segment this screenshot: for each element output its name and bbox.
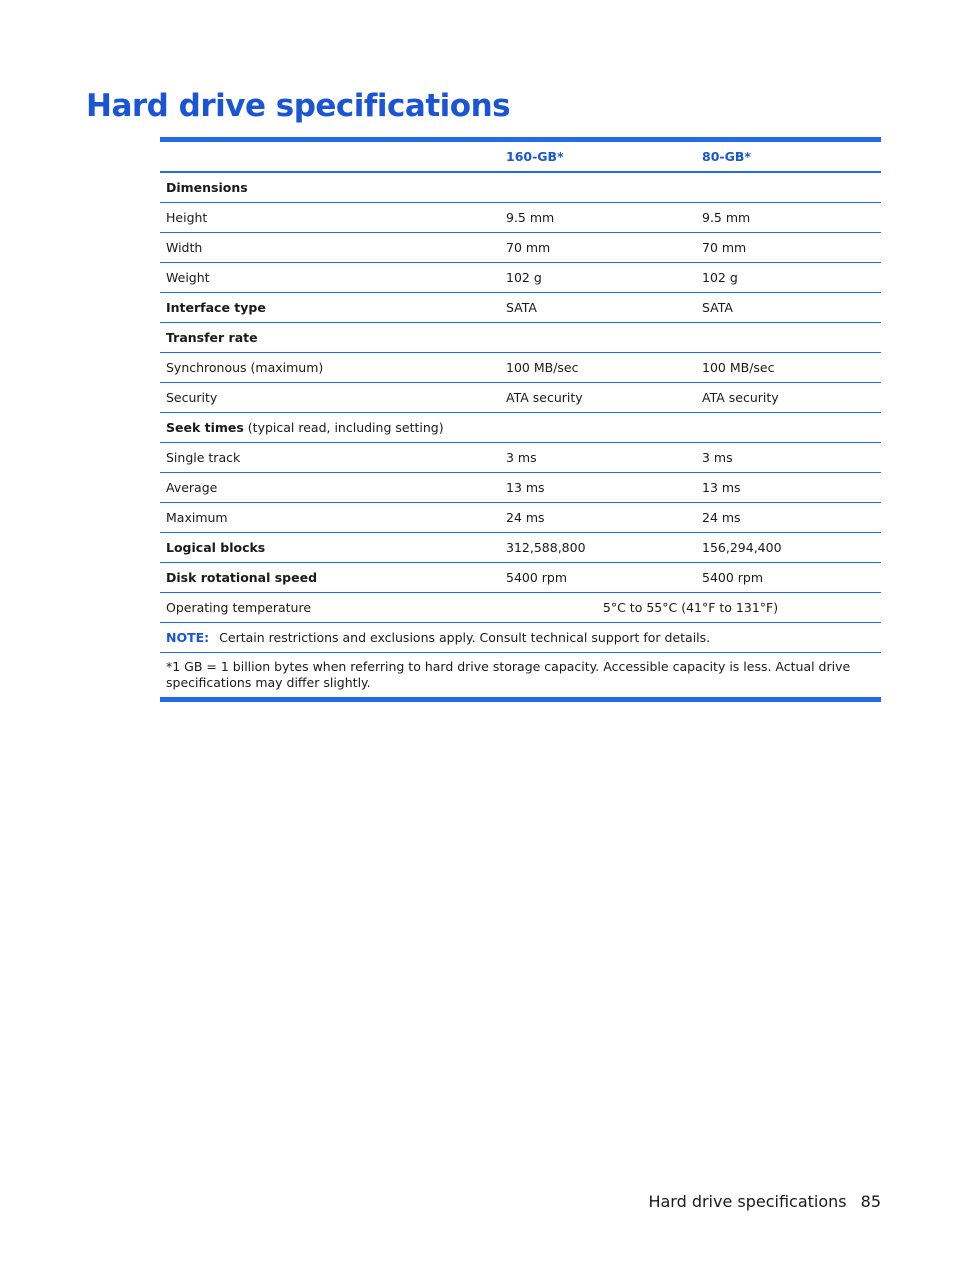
row-label-cell xyxy=(160,233,500,263)
row-label: Seek times xyxy=(166,420,244,435)
table-row xyxy=(160,503,881,533)
note-cell xyxy=(160,623,881,653)
table-row xyxy=(160,593,881,623)
value-160gb xyxy=(500,172,696,203)
row-label-cell xyxy=(160,533,500,563)
value-80gb: SATA xyxy=(696,293,881,323)
value-80gb xyxy=(696,323,881,353)
value-80gb: 5400 rpm xyxy=(696,563,881,593)
row-label-cell xyxy=(160,443,500,473)
value-160gb xyxy=(500,413,696,443)
row-label-cell xyxy=(160,203,500,233)
table-row xyxy=(160,563,881,593)
row-label: Operating temperature xyxy=(160,593,500,623)
table-row xyxy=(160,533,881,563)
value-80gb: 102 g xyxy=(696,263,881,293)
table-row xyxy=(160,172,881,203)
row-label: Single track xyxy=(166,450,241,465)
table-row xyxy=(160,443,881,473)
row-label: Disk rotational speed xyxy=(166,570,318,585)
page-number: 85 xyxy=(860,1192,881,1211)
table-row xyxy=(160,233,881,263)
header-160gb: 160-GB* xyxy=(500,140,696,173)
value-160gb: 24 ms xyxy=(500,503,696,533)
table-row xyxy=(160,353,881,383)
header-empty xyxy=(160,140,500,173)
table-row xyxy=(160,293,881,323)
row-label-cell xyxy=(160,263,500,293)
value-160gb: 5400 rpm xyxy=(500,563,696,593)
row-label-suffix: (typical read, including setting) xyxy=(243,420,444,435)
value-160gb: 9.5 mm xyxy=(500,203,696,233)
table-row xyxy=(160,473,881,503)
value-80gb: 9.5 mm xyxy=(696,203,881,233)
value-80gb xyxy=(696,413,881,443)
header-80gb: 80-GB* xyxy=(696,140,881,173)
value-80gb: 70 mm xyxy=(696,233,881,263)
hard-drive-spec-table xyxy=(160,137,881,702)
value-160gb: ATA security xyxy=(500,383,696,413)
row-label-cell xyxy=(160,353,500,383)
footnote-row xyxy=(160,653,881,700)
page-title: Hard drive specifications xyxy=(86,88,511,124)
value-80gb: 24 ms xyxy=(696,503,881,533)
row-label: Height xyxy=(166,210,208,225)
table-body xyxy=(160,172,881,700)
row-label-cell xyxy=(160,413,500,443)
table-header-row xyxy=(160,140,881,173)
table-row xyxy=(160,323,881,353)
row-label-cell xyxy=(160,172,500,203)
row-label-cell xyxy=(160,323,500,353)
row-label-cell xyxy=(160,563,500,593)
table-row xyxy=(160,263,881,293)
value-80gb: 13 ms xyxy=(696,473,881,503)
row-label: Logical blocks xyxy=(166,540,266,555)
value-80gb xyxy=(696,172,881,203)
row-label: Interface type xyxy=(166,300,266,315)
row-label: Average xyxy=(166,480,218,495)
value-80gb: 3 ms xyxy=(696,443,881,473)
row-label-cell xyxy=(160,383,500,413)
value-160gb: 3 ms xyxy=(500,443,696,473)
value-160gb: 102 g xyxy=(500,263,696,293)
value-160gb xyxy=(500,323,696,353)
value-80gb: 156,294,400 xyxy=(696,533,881,563)
footnote-text: *1 GB = 1 billion bytes when referring to hard drive storage capacity. Accessible capacity is less. Actual drive specifications may differ slightly. xyxy=(166,659,851,690)
page-footer xyxy=(648,1192,881,1211)
row-label-cell xyxy=(160,293,500,323)
row-label: Maximum xyxy=(166,510,228,525)
value-160gb: 312,588,800 xyxy=(500,533,696,563)
row-value-temperature: 5°C to 55°C (41°F to 131°F) xyxy=(500,593,881,623)
footer-title: Hard drive specifications xyxy=(648,1192,847,1211)
value-160gb: 70 mm xyxy=(500,233,696,263)
value-160gb: 100 MB/sec xyxy=(500,353,696,383)
value-160gb: 13 ms xyxy=(500,473,696,503)
row-label: Security xyxy=(166,390,218,405)
value-80gb: ATA security xyxy=(696,383,881,413)
value-160gb: SATA xyxy=(500,293,696,323)
row-label-cell xyxy=(160,503,500,533)
note-label: NOTE: xyxy=(166,630,210,645)
note-text: Certain restrictions and exclusions apply. Consult technical support for details. xyxy=(219,630,711,645)
value-80gb: 100 MB/sec xyxy=(696,353,881,383)
row-label: Synchronous (maximum) xyxy=(166,360,324,375)
row-label: Transfer rate xyxy=(166,330,258,345)
table-row xyxy=(160,203,881,233)
row-label: Weight xyxy=(166,270,210,285)
row-label: Width xyxy=(166,240,203,255)
note-row xyxy=(160,623,881,653)
table-row xyxy=(160,383,881,413)
table-row xyxy=(160,413,881,443)
row-label-cell xyxy=(160,473,500,503)
row-label: Dimensions xyxy=(166,180,248,195)
